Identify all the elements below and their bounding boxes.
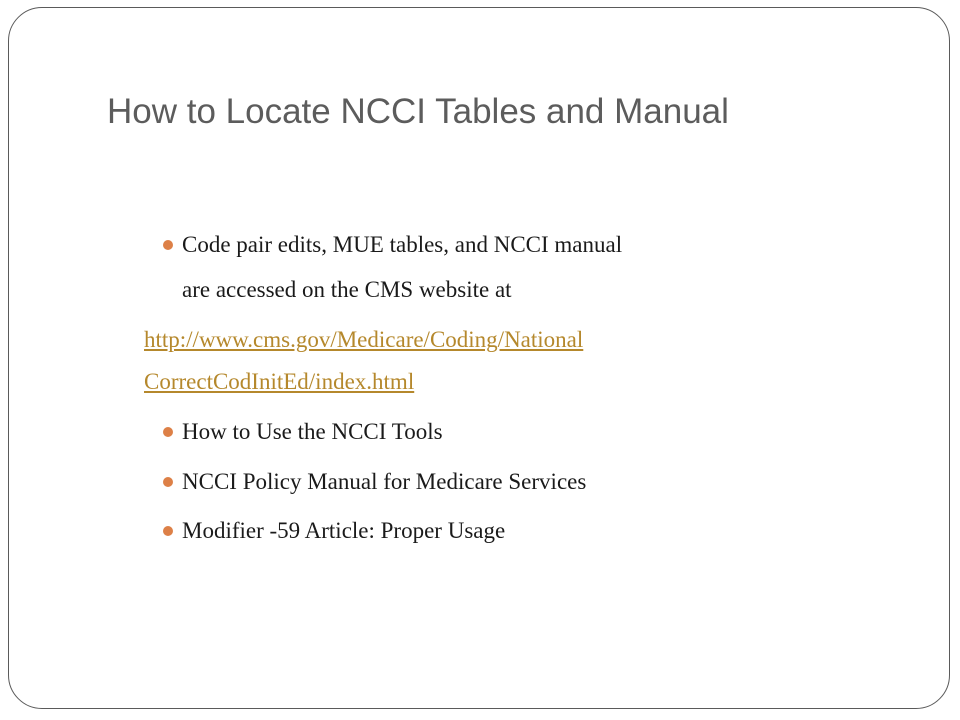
bullet-dot-icon — [163, 427, 173, 437]
bullet-text-policy-manual: NCCI Policy Manual for Medicare Services — [182, 469, 587, 494]
intro-line-2: are accessed on the CMS website at — [182, 277, 512, 302]
bullet-text-modifier-59: Modifier -59 Article: Proper Usage — [182, 518, 506, 543]
url-line-1[interactable]: http://www.cms.gov/Medicare/Coding/National — [144, 327, 584, 352]
bullet-text-ncci-tools: How to Use the NCCI Tools — [182, 419, 443, 444]
bullet-dot-icon — [163, 240, 173, 250]
bullet-dot-icon — [163, 477, 173, 487]
url-line-2[interactable]: CorrectCodInitEd/index.html — [144, 369, 415, 394]
slide-title: How to Locate NCCI Tables and Manual — [107, 92, 729, 131]
intro-line-1: Code pair edits, MUE tables, and NCCI manual — [182, 232, 623, 257]
bullet-dot-icon — [163, 526, 173, 536]
